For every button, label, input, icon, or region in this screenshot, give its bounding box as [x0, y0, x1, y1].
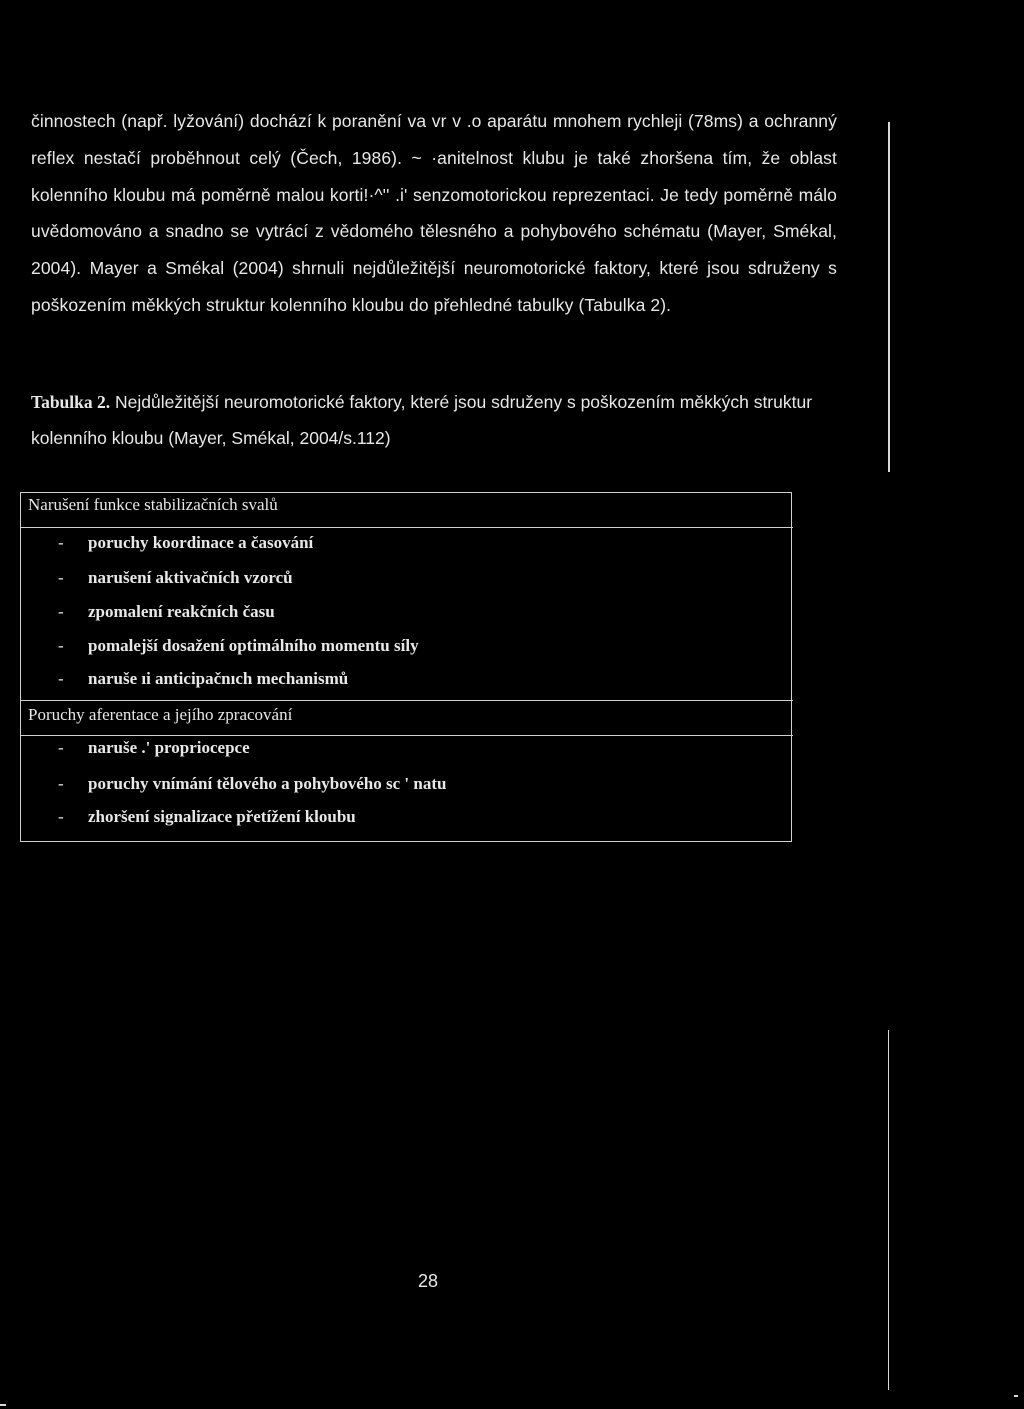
list-item-text: poruchy koordinace a časování [88, 533, 314, 552]
list-item-text: naruše ıi anticipačnıch mechanismů [88, 669, 349, 688]
list-dash: - [58, 636, 64, 655]
caption-label: Tabulka 2. [31, 392, 111, 412]
list-item-text: narušení aktivačních vzorců [88, 568, 293, 587]
list-item-text: poruchy vnímání tělového a pohybového sc ' natu [88, 774, 447, 793]
scan-edge-tick [0, 1404, 6, 1406]
list-item [58, 533, 313, 553]
list-dash: - [58, 602, 64, 621]
body-paragraph: činnostech (např. lyžování) dochází k poranění va vr v .o aparátu mnohem rychleji (78ms) a ochranný reflex nestačí proběhnout celý (Čech, 1986). ~ ·anitelnost klubu je také zhoršena tím, že oblast kolenního kloubu má poměrně malou korti!·^'' .i' senzomotorickou reprezentaci. Je tedy poměrně málo uvědomováno a snadno se vytrácí z vědomého tělesného a pohybového schématu (Mayer, Smékal, 2004). Mayer a Smékal (2004) shrnuli nejdůležitější neuromotorické faktory, které jsou sdruženy s poškozením měkkých struktur kolenního kloubu do přehledné tabulky (Tabulka 2). [31, 111, 837, 315]
scan-edge-tick [1014, 1395, 1018, 1397]
scan-margin-rule-upper [888, 122, 890, 472]
list-dash: - [58, 807, 64, 826]
list-dash: - [58, 533, 64, 552]
page-number: 28 [418, 1271, 439, 1291]
table-divider [21, 527, 793, 528]
section-heading-afferentation: Poruchy aferentace a jejího zpracování [28, 705, 293, 724]
scan-margin-rule-lower [888, 1030, 889, 1390]
table-caption [31, 384, 831, 456]
list-item [58, 636, 419, 656]
table-divider [21, 735, 793, 736]
list-item [58, 568, 293, 588]
list-dash: - [58, 568, 64, 587]
table-divider [21, 700, 793, 701]
section-heading-stabilization: Narušení funkce stabilizačních svalů [28, 495, 278, 514]
list-dash: - [58, 669, 64, 688]
caption-text: Nejdůležitější neuromotorické faktory, které jsou sdruženy s poškozením měkkých struktur kolenního kloubu (Mayer, Smékal, 2004/s.112) [31, 392, 813, 448]
list-item-text: pomalejší dosažení optimálního momentu síly [88, 636, 419, 655]
list-dash: - [58, 738, 64, 757]
list-item [58, 602, 275, 622]
list-item-text: naruše .' propriocepce [88, 738, 250, 757]
list-dash: - [58, 774, 64, 793]
list-item [58, 738, 250, 758]
list-item-text: zpomalení reakčních času [88, 602, 275, 621]
list-item [58, 669, 348, 689]
list-item [58, 807, 356, 827]
list-item-text: zhoršení signalizace přetížení kloubu [88, 807, 356, 826]
factors-table [20, 492, 792, 842]
list-item [58, 774, 446, 794]
